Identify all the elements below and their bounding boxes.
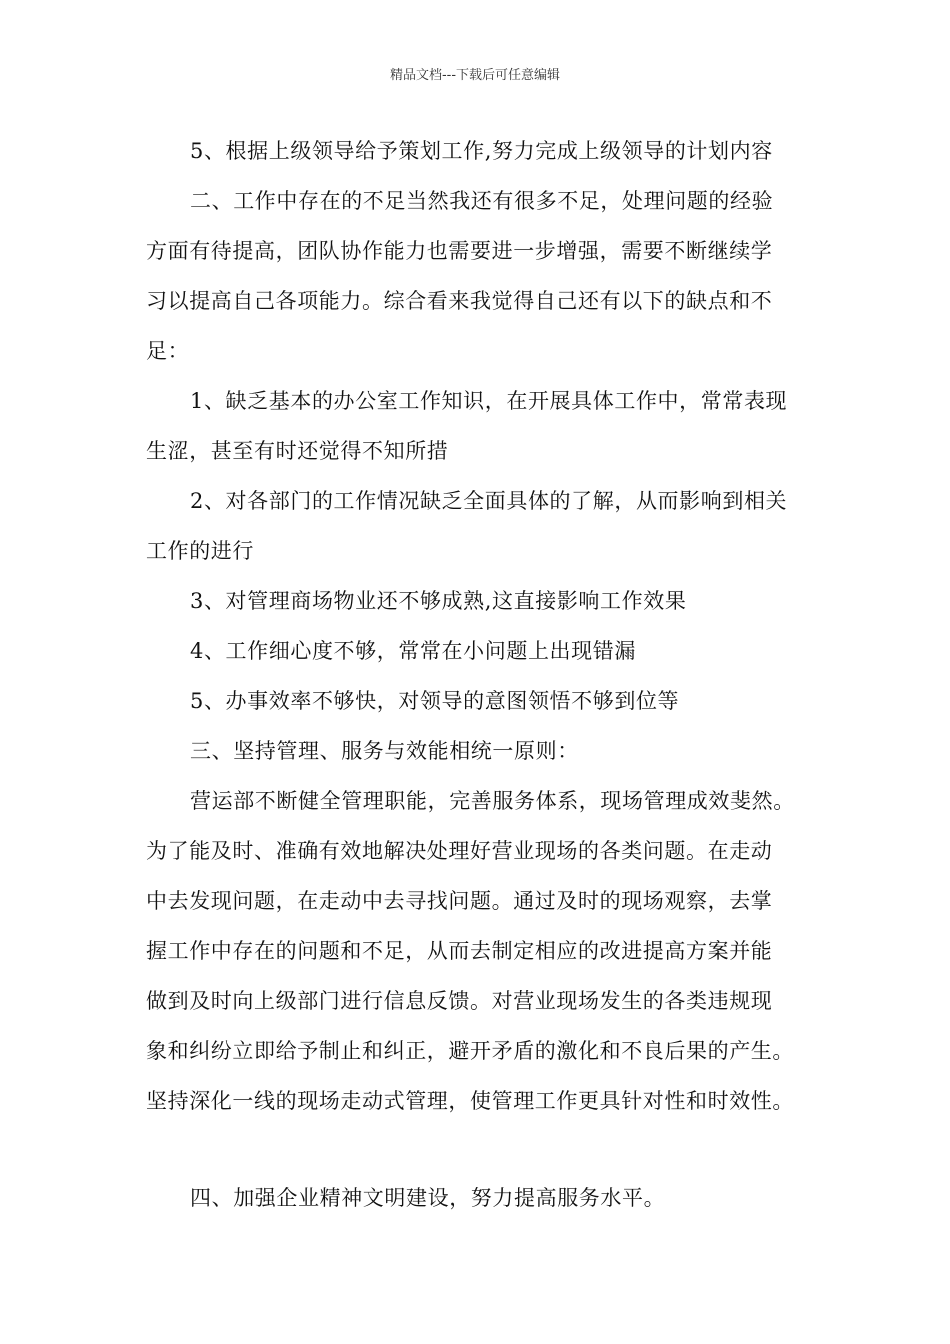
text-line: 握工作中存在的问题和不足，从而去制定相应的改进提高方案并能	[146, 939, 773, 963]
text-line: 做到及时向上级部门进行信息反馈。对营业现场发生的各类违规现	[146, 989, 773, 1013]
text-line: 二、工作中存在的不足当然我还有很多不足，处理问题的经验	[190, 189, 774, 213]
text-line: 1、缺乏基本的办公室工作知识，在开展具体工作中，常常表现	[190, 389, 788, 413]
text-line: 3、对管理商场物业还不够成熟,这直接影响工作效果	[190, 589, 687, 613]
text-line: 工作的进行	[146, 539, 254, 563]
text-line: 四、加强企业精神文明建设，努力提高服务水平。	[190, 1186, 666, 1210]
text-line: 方面有待提高，团队协作能力也需要进一步增强，需要不断继续学	[146, 239, 773, 263]
text-line: 三、坚持管理、服务与效能相统一原则：	[190, 739, 579, 763]
text-line: 为了能及时、准确有效地解决处理好营业现场的各类问题。在走动	[146, 839, 773, 863]
text-line: 足：	[146, 339, 190, 363]
text-line: 2、对各部门的工作情况缺乏全面具体的了解，从而影响到相关	[190, 489, 788, 513]
text-line: 象和纠纷立即给予制止和纠正，避开矛盾的激化和不良后果的产生。	[146, 1039, 794, 1063]
page-header: 精品文档---下载后可任意编辑	[389, 68, 561, 83]
text-line: 4、工作细心度不够，常常在小问题上出现错漏	[190, 639, 636, 663]
text-line: 习以提高自己各项能力。综合看来我觉得自己还有以下的缺点和不	[146, 289, 773, 313]
text-line: 营运部不断健全管理职能，完善服务体系，现场管理成效斐然。	[190, 789, 795, 813]
text-line: 中去发现问题，在走动中去寻找问题。通过及时的现场观察，去掌	[146, 889, 773, 913]
text-line: 坚持深化一线的现场走动式管理，使管理工作更具针对性和时效性。	[146, 1089, 794, 1113]
text-line: 生涩，甚至有时还觉得不知所措	[146, 439, 449, 463]
text-line: 5、根据上级领导给予策划工作,努力完成上级领导的计划内容	[190, 139, 773, 163]
text-line: 5、办事效率不够快，对领导的意图领悟不够到位等	[190, 689, 680, 713]
